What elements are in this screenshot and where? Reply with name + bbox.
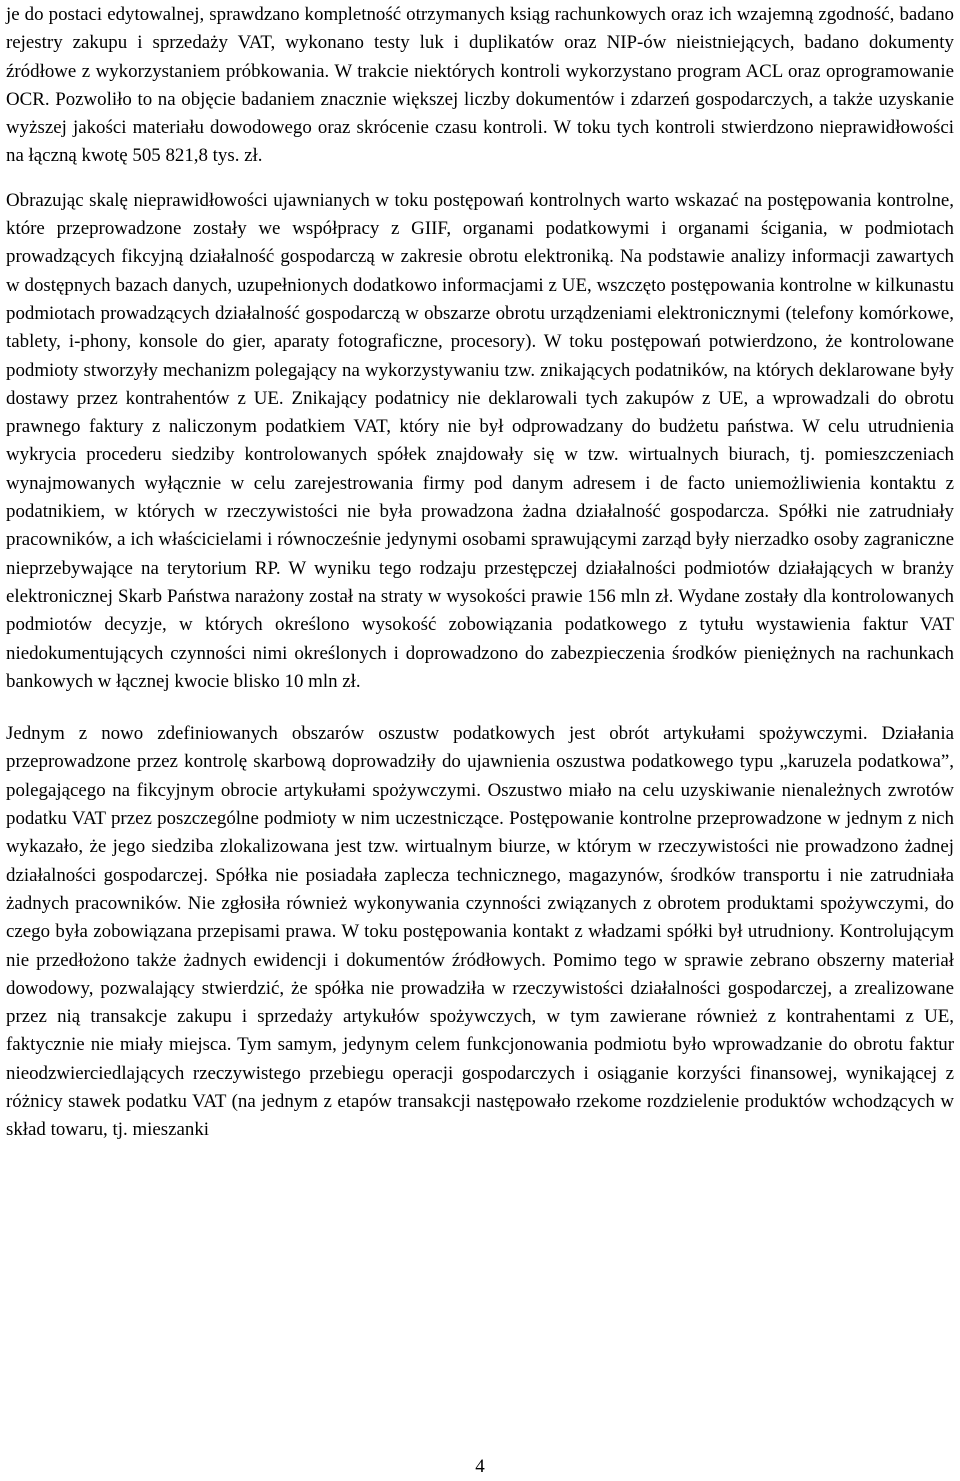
- paragraph-electronics-fraud: Obrazując skalę nieprawidłowości ujawnianych w toku postępowań kontrolnych warto wskazać na postępowania kontrolne, które przeprowadzone zostały we współpracy z GIIF, organami podatkowymi i organami ścigania, w podmiotach prowadzących fikcyjną działalność gospodarczą w zakresie obrotu elektroniką. Na podstawie analizy informacji zawartych w dostępnych bazach danych, uzupełnionych dodatkowo informacjami z UE, wszczęto postępowania kontrolne w kilkunastu podmiotach prowadzących działalność gospodarczą w obszarze obrotu urządzeniami elektronicznymi (telefony komórkowe, tablety, i-phony, konsole do gier, aparaty fotograficzne, procesory). W toku postępowań potwierdzono, że kontrolowane podmioty stworzyły mechanizm polegający na wykorzystywaniu tzw. znikających podatników, na których deklarowane były dostawy przez kontrahentów z UE. Znikający podatnicy nie deklarowali tych zakupów z UE, a wprowadzali do obrotu prawnego faktury z naliczonym podatkiem VAT, który nie był odprowadzany do budżetu państwa. W celu utrudnienia wykrycia procederu siedziby kontrolowanych spółek znajdowały się w tzw. wirtualnych biurach, tj. pomieszczeniach wynajmowanych wyłącznie w celu zarejestrowania firmy pod danym adresem i de facto uniemożliwienia kontaktu z podatnikiem, w których w rzeczywistości nie była prowadzona żadna działalność gospodarcza. Spółki nie zatrudniały pracowników, a ich właścicielami i równocześnie jedynymi osobami sprawującymi zarząd były nierzadko osoby zagraniczne nieprzebywające na terytorium RP. W wyniku tego rodzaju przestępczej działalności podmiotów działających w branży elektronicznej Skarb Państwa narażony został na straty w wysokości prawie 156 mln zł. Wydane zostały dla kontrolowanych podmiotów decyzje, w których określono wysokość zobowiązania podatkowego z tytułu wystawienia faktur VAT niedokumentujących czynności nimi określonych i doprowadzono do zabezpieczenia środków pieniężnych na rachunkach bankowych w łącznej kwocie blisko 10 mln zł.: [6, 189, 954, 692]
- paragraph-audit-methods: je do postaci edytowalnej, sprawdzano kompletność otrzymanych ksiąg rachunkowych oraz ich wzajemną zgodność, badano rejestry zakupu i sprzedaży VAT, wykonano testy luk i duplikatów oraz NIP-ów nieistniejących, badano dokumenty źródłowe z wykorzystaniem próbkowania. W trakcie niektórych kontroli wykorzystano program ACL oraz oprogramowanie OCR. Pozwoliło to na objęcie badaniem znacznie większej liczby dokumentów i zdarzeń gospodarczych, a także uzyskanie wyższej jakości materiału dowodowego oraz skrócenie czasu kontroli. W toku tych kontroli stwierdzono nieprawidłowości na łączną kwotę 505 821,8 tys. zł.: [6, 4, 954, 167]
- paragraph-food-carousel-fraud: Jednym z nowo zdefiniowanych obszarów oszustw podatkowych jest obrót artykułami spożywczymi. Działania przeprowadzone przez kontrolę skarbową doprowadziły do ujawnienia oszustwa podatkowego typu „karuzela podatkowa”, polegającego na fikcyjnym obrocie artykułami spożywczymi. Oszustwo miało na celu uzyskiwanie nienależnych zwrotów podatku VAT przez poszczególne podmioty w nim uczestniczące. Postępowanie kontrolne przeprowadzone w jednym z nich wykazało, że jego siedziba zlokalizowana jest tzw. wirtualnym biurze, w którym w rzeczywistości nie prowadzono żadnej działalności gospodarczej. Spółka nie posiadała zaplecza technicznego, magazynów, środków transportu i nie zatrudniała żadnych pracowników. Nie zgłosiła również wykonywania czynności związanych z obrotem produktami spożywczymi, do czego była zobowiązana przepisami prawa. W toku postępowania kontakt z władzami spółki był utrudniony. Kontrolującym nie przedłożono także żadnych ewidencji i dokumentów źródłowych. Pomimo tego w sprawie zebrano obszerny materiał dowodowy, pozwalający stwierdzić, że spółka nie prowadziła w rzeczywistości działalności gospodarczej, a zrealizowane przez nią transakcje zakupu i sprzedaży artykułów spożywczych, w tym zawierane również z kontrahentami z UE, faktycznie nie miały miejsca. Tym samym, jedynym celem funkcjonowania podmiotu było wprowadzanie do obrotu faktur nieodzwierciedlających rzeczywistego przebiegu operacji gospodarczych i osiąganie korzyści finansowej, wynikającej z różnicy stawek podatku VAT (na jednym z etapów transakcji następowało rzekome rozdzielenie produktów wchodzących w skład towaru, tj. mieszanki: [6, 723, 954, 1141]
- page-number: 4: [475, 1456, 485, 1477]
- document-page: [6, 0, 954, 1145]
